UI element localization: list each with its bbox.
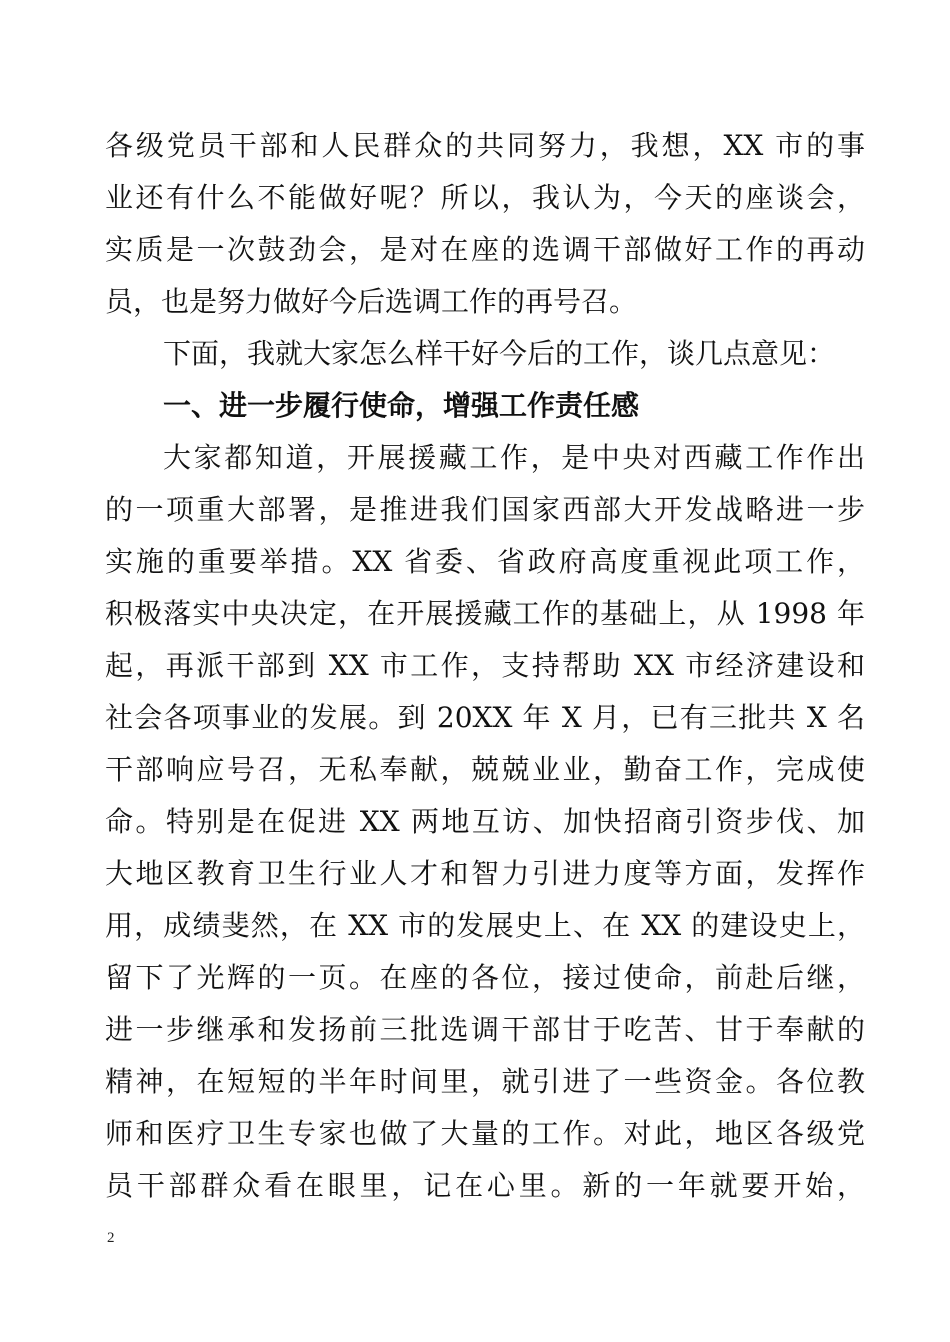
section-heading: 一、进一步履行使命，增强工作责任感 [163,389,640,422]
text-line: 各级党员干部和人民群众的共同努力，我想，XX 市的事 [105,129,865,162]
text-line: 师和医疗卫生专家也做了大量的工作。对此，地区各级党 [105,1117,865,1150]
text-line: 命。特别是在促进 XX 两地互访、加快招商引资步伐、加 [105,805,865,838]
text-line: 干部响应号召，无私奉献，兢兢业业，勤奋工作，完成使 [105,753,865,786]
text-line: 的一项重大部署，是推进我们国家西部大开发战略进一步 [105,493,865,526]
text-line: 员，也是努力做好今后选调工作的再号召。 [105,285,638,318]
text-line: 精神，在短短的半年时间里，就引进了一些资金。各位教 [105,1065,865,1098]
text-line: 大地区教育卫生行业人才和智力引进力度等方面，发挥作 [105,857,865,890]
text-line: 积极落实中央决定，在开展援藏工作的基础上，从 1998 年 [105,597,865,630]
text-line: 大家都知道，开展援藏工作，是中央对西藏工作作出 [163,441,865,474]
page-number: 2 [107,1230,115,1246]
document-body [105,120,865,1212]
text-line: 员干部群众看在眼里，记在心里。新的一年就要开始， [105,1169,865,1202]
text-line: 留下了光辉的一页。在座的各位，接过使命，前赴后继， [105,961,865,994]
text-line: 业还有什么不能做好呢？所以，我认为，今天的座谈会， [105,181,865,214]
text-line: 实施的重要举措。XX 省委、省政府高度重视此项工作， [105,545,865,578]
text-line: 实质是一次鼓劲会，是对在座的选调干部做好工作的再动 [105,233,865,266]
text-line: 进一步继承和发扬前三批选调干部甘于吃苦、甘于奉献的 [105,1013,865,1046]
intro-line: 下面，我就大家怎么样干好今后的工作，谈几点意见： [163,337,836,370]
text-line: 起，再派干部到 XX 市工作，支持帮助 XX 市经济建设和 [105,649,865,682]
text-line: 用，成绩斐然，在 XX 市的发展史上、在 XX 的建设史上， [105,909,865,942]
text-line: 社会各项事业的发展。到 20XX 年 X 月，已有三批共 X 名 [105,701,865,734]
